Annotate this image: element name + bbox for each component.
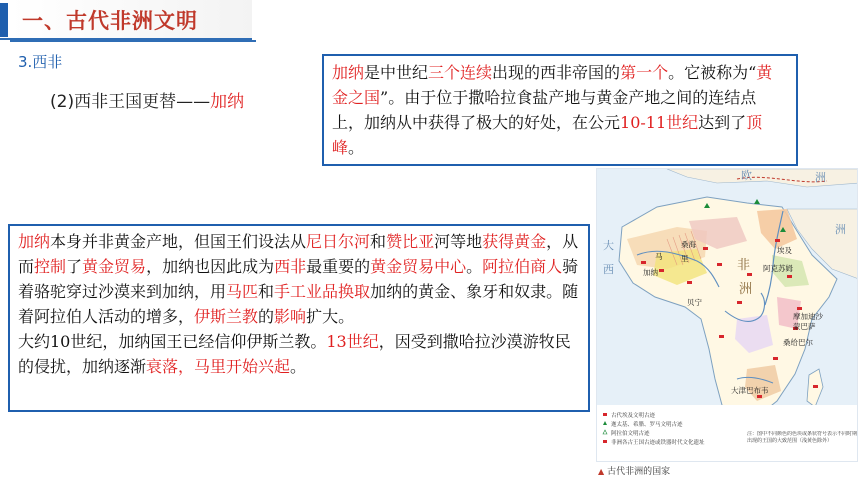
highlight-text: 阿拉伯商人 [482, 257, 563, 276]
highlight-text: 获得黄金 [482, 232, 547, 251]
body-text: 本身并非黄金产地，但国王们设法从 [50, 232, 307, 251]
body-text: 是中世纪 [364, 63, 429, 82]
label-africa1: 非 [737, 258, 751, 273]
label-egypt: 埃及 [777, 246, 792, 255]
highlight-text: 10-11世纪 [620, 113, 699, 132]
label-atlantic: 大 [603, 239, 614, 252]
map-caption-text: 古代非洲的国家 [607, 467, 671, 477]
body-text: ，加纳也因此成为 [146, 257, 275, 276]
title-underline [10, 40, 256, 42]
label-atlantic2: 西 [603, 263, 614, 276]
highlight-text: 伊斯兰教 [194, 307, 259, 326]
label-zanzibar: 桑给巴尔 [783, 338, 813, 347]
label-aksum: 阿克苏姆 [763, 264, 793, 273]
body-text: ，因受到撒哈拉沙漠游牧民的侵扰，加纳逐渐 [18, 332, 571, 376]
body-text: ”。由于位于撒哈拉食盐产地与黄金产地之间的连结点上，加纳从中获得了极大的好处，在公元 [332, 88, 757, 132]
subtitle-highlight: 加纳 [210, 92, 245, 112]
body-text: 骑着骆驼穿过沙漠来到加纳，用 [18, 257, 579, 301]
label-mogadishu: 摩加迪沙 [793, 312, 823, 321]
section-heading: 3.西非 [18, 53, 63, 71]
body-text: 扩大。 [306, 307, 355, 326]
legend-1: 古代埃及文明古迹 [611, 413, 656, 419]
triangle-icon: ▲ [598, 467, 605, 476]
label-europe2: 洲 [815, 171, 826, 184]
highlight-text: 尼日尔河 [306, 232, 371, 251]
body-text: ，从而 [18, 232, 579, 276]
highlight-text: 控制 [34, 257, 67, 276]
body-text: 。 [290, 357, 307, 376]
body-text: 大约10世纪，加纳国王已经信仰伊斯兰教。 [18, 332, 327, 351]
label-benin: 贝宁 [687, 298, 702, 307]
legend-4: 非洲各古王国古迹或铁器时代文化遗址 [611, 440, 705, 446]
map-note: 注：图中不同颜色的色块或条状符号表示不同时期出现的王国的大致范围（浅黄色除外） [747, 431, 857, 444]
highlight-text: 黄金贸易中心 [370, 257, 467, 276]
africa-map [596, 168, 858, 462]
body-text: 最重要的 [306, 257, 371, 276]
body-text: 。它被称为“ [668, 63, 757, 82]
highlight-text: 马匹 [226, 282, 259, 301]
highlight-text: 加纳 [18, 232, 51, 251]
legend-2: 迦太基、希腊、罗马文明古迹 [611, 422, 683, 428]
highlight-text: 衰落，马里开始兴起 [146, 357, 291, 376]
body-text: 。 [466, 257, 483, 276]
highlight-text: 13世纪 [326, 332, 379, 351]
highlight-text: 三个连续 [428, 63, 493, 82]
subtitle-prefix: (2)西非王国更替—— [50, 92, 211, 112]
label-africa2: 洲 [739, 282, 753, 297]
label-zimbabwe: 大津巴布韦 [731, 386, 769, 395]
body-text: 和 [370, 232, 387, 251]
ghana-intro-box [322, 54, 798, 166]
map-caption [598, 464, 670, 477]
highlight-text: 加纳 [332, 63, 365, 82]
label-asia: 洲 [835, 223, 846, 236]
highlight-text: 西非 [274, 257, 307, 276]
label-mali2: 里 [681, 254, 689, 263]
label-europe: 欧 [741, 169, 752, 182]
body-text: 河等地 [434, 232, 483, 251]
body-text: 出现的西非帝国的 [492, 63, 621, 82]
label-songhai: 桑海 [681, 240, 696, 249]
body-text: 了 [66, 257, 83, 276]
highlight-text: 顶峰 [332, 113, 763, 157]
legend-3: 阿拉伯文明古迹 [611, 431, 650, 437]
page-title: 一、古代非洲文明 [22, 9, 198, 33]
highlight-text: 黄金贸易 [82, 257, 147, 276]
highlight-text: 第一个 [620, 63, 669, 82]
body-text: 。 [348, 138, 365, 157]
subtitle [50, 87, 244, 112]
highlight-text: 影响 [274, 307, 307, 326]
body-text: 和 [258, 282, 275, 301]
highlight-text: 手工业品换取 [274, 282, 371, 301]
highlight-text: 赞比亚 [386, 232, 435, 251]
body-text: 加纳的黄金、象牙和奴隶。随着阿拉伯人活动的增多， [18, 282, 579, 326]
body-text: 达到了 [698, 113, 747, 132]
title-accent [0, 3, 8, 37]
label-mali: 马 [655, 252, 663, 261]
ghana-trade-box [8, 224, 590, 412]
highlight-text: 黄金之国 [332, 63, 773, 107]
label-mombasa: 蒙巴萨 [793, 322, 816, 331]
label-ghana: 加纳 [643, 268, 658, 277]
body-text: 的 [258, 307, 275, 326]
title-bar [0, 0, 252, 40]
